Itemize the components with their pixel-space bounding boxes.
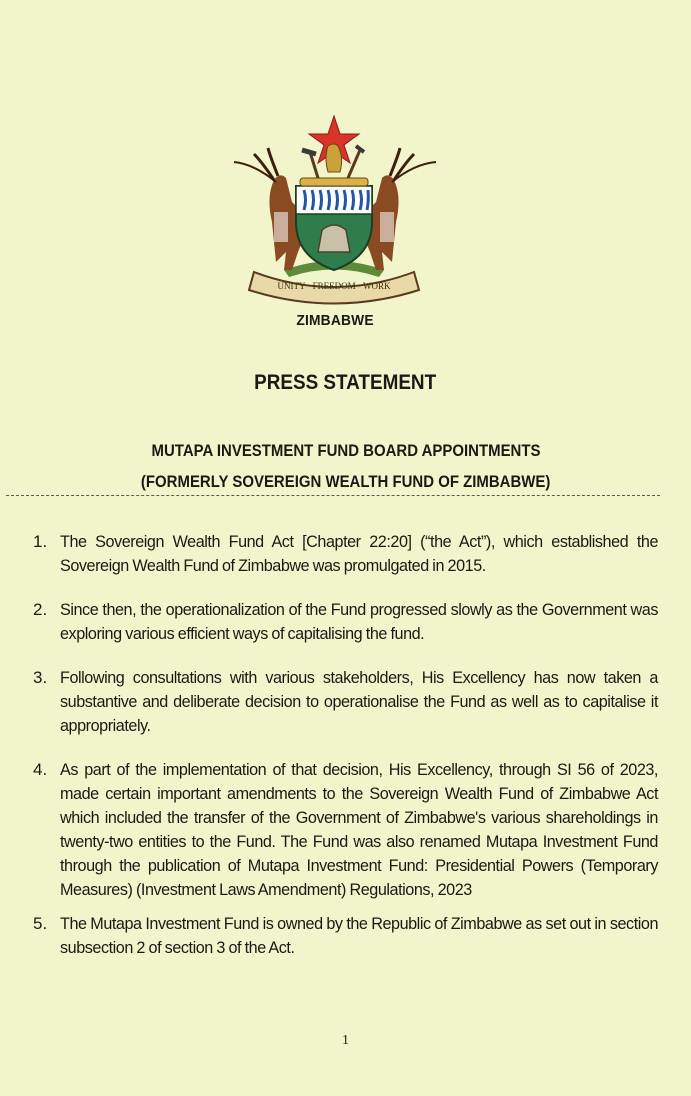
item-text: Following consultations with various stakeholders, His Excellency has now taken a substantive and deliberate decision to operationalise the Fund as well as to capitalise it appropriately. xyxy=(60,669,658,735)
heading-line-1: MUTAPA INVESTMENT FUND BOARD APPOINTMENTS xyxy=(151,441,540,460)
dashed-divider xyxy=(6,495,660,496)
page-number: 1 xyxy=(342,1033,349,1048)
motto-text: UNITY · FREEDOM · WORK xyxy=(277,281,391,291)
document-title: PRESS STATEMENT xyxy=(254,371,437,394)
item-number: 2. xyxy=(33,600,48,619)
item-number: 4. xyxy=(33,760,48,779)
zimbabwe-coat-of-arms-icon xyxy=(214,112,454,312)
heading-line-2: (FORMERLY SOVEREIGN WEALTH FUND OF ZIMBABWE) xyxy=(140,472,551,491)
country-name: ZIMBABWE xyxy=(296,312,375,329)
item-text: Since then, the operationalization of the Fund progressed slowly as the Government was exploring various efficient ways of capitalising the fund. xyxy=(60,601,658,643)
item-number: 5. xyxy=(33,914,48,933)
item-number: 1. xyxy=(33,532,48,551)
item-text: The Mutapa Investment Fund is owned by the Republic of Zimbabwe as set out in section subsection 2 of section 3 of the Act. xyxy=(60,915,658,957)
item-text: As part of the implementation of that decision, His Excellency, through SI 56 of 2023, made certain important amendments to the Sovereign Wealth Fund of Zimbabwe Act which included the transfer of the Government of Zimbabwe's various shareholdings in twenty-two entities to the Fund. The Fund was also renamed Mutapa Investment Fund through the publication of Mutapa Investment Fund: Presidential Powers (Temporary Measures) (Investment Laws Amendment) Regulations, 2023 xyxy=(60,761,658,899)
item-text: The Sovereign Wealth Fund Act [Chapter 22:20] (“the Act”), which established the Sovereign Wealth Fund of Zimbabwe was promulgated in 2015. xyxy=(60,533,658,575)
item-number: 3. xyxy=(33,668,48,687)
